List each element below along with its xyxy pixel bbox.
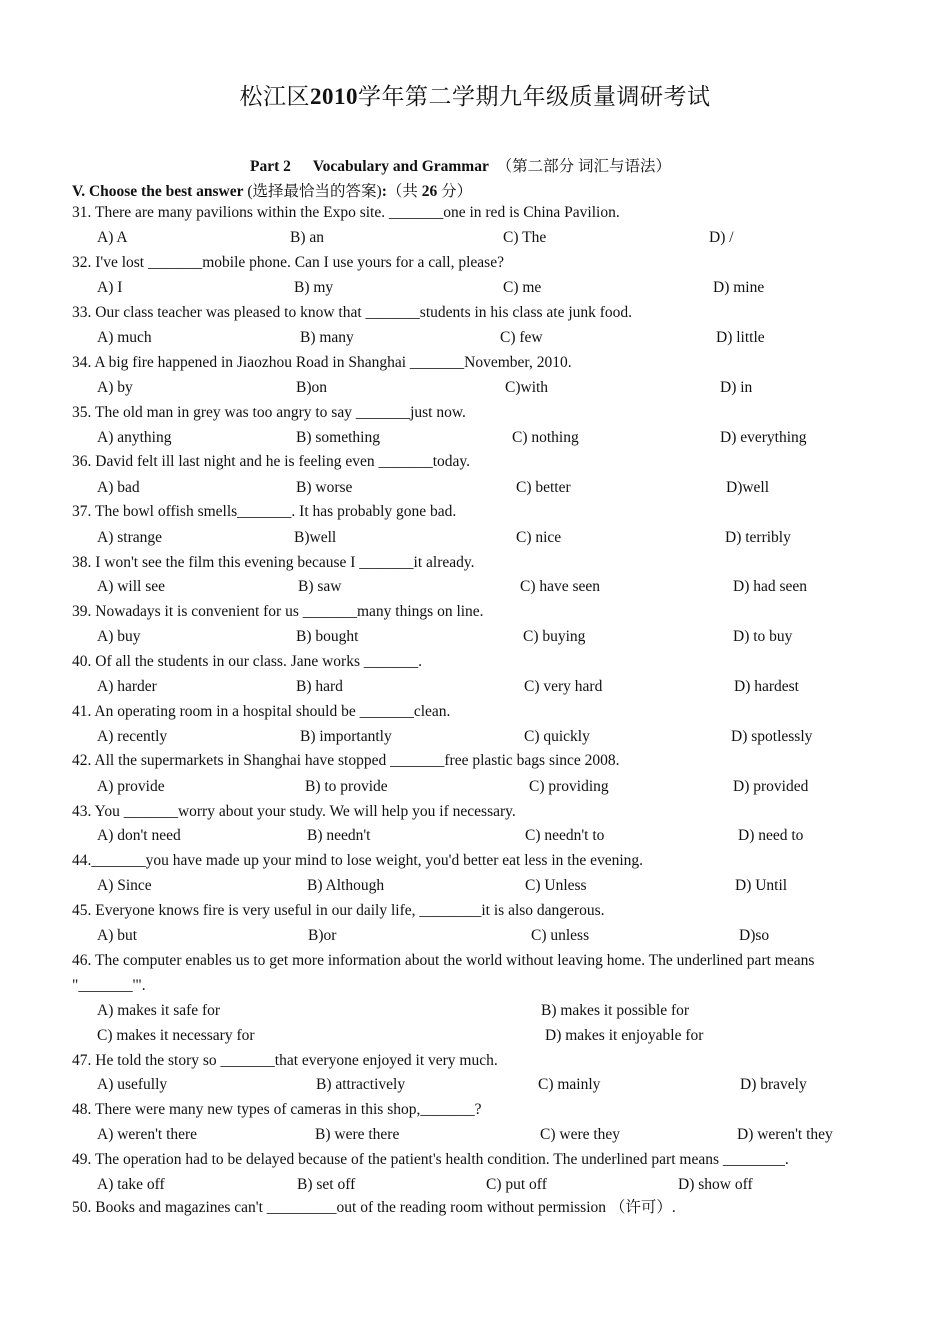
option-c: C) put off (486, 1176, 547, 1193)
options-row (0, 1026, 950, 1046)
option-a: A) A (97, 229, 128, 246)
question-text: 41. An operating room in a hospital should be _______clean. (72, 703, 451, 720)
options-row (0, 428, 950, 448)
option-c: C) better (516, 479, 571, 496)
option-b: B) needn't (307, 827, 371, 844)
options-row (0, 1125, 950, 1145)
options-row (0, 328, 950, 348)
option-a: A) bad (97, 479, 140, 496)
option-a: A) take off (97, 1176, 165, 1193)
question-text: 47. He told the story so _______that everyone enjoyed it very much. (72, 1052, 498, 1069)
option-d: D) provided (733, 778, 809, 795)
option-d: D) hardest (734, 678, 799, 695)
part-label: Part 2 (250, 158, 291, 175)
question-text: 42. All the supermarkets in Shanghai have stopped _______free plastic bags since 2008. (72, 752, 620, 769)
question-text: 43. You _______worry about your study. We will help you if necessary. (72, 803, 516, 820)
section-colon: : (381, 183, 387, 200)
option-a: A) but (97, 927, 138, 944)
options-row (0, 876, 950, 896)
option-c: C) nice (516, 529, 562, 546)
option-b: B) to provide (305, 778, 388, 795)
option-d: D) to buy (733, 628, 793, 645)
option-c: C) have seen (520, 578, 601, 595)
option-d: D) mine (713, 279, 765, 296)
section-points-pre: （共 (386, 183, 422, 200)
options-row (0, 278, 950, 298)
exam-title (0, 78, 950, 111)
option-a: A) harder (97, 678, 157, 695)
option-c: C)with (505, 379, 549, 396)
option-a: A) makes it safe for (97, 1002, 221, 1019)
option-a: A) strange (97, 529, 162, 546)
option-b: B)on (296, 379, 327, 396)
option-c: C) makes it necessary for (97, 1027, 255, 1044)
question-text: 45. Everyone knows fire is very useful in our daily life, ________it is also dangerous. (72, 902, 605, 919)
option-d: D)so (739, 927, 770, 944)
option-c: C) were they (540, 1126, 621, 1143)
question-text: 37. The bowl offish smells_______. It has probably gone bad. (72, 503, 457, 520)
question-text: 44._______you have made up your mind to lose weight, you'd better eat less in the evening. (72, 852, 644, 869)
question-text: 32. I've lost _______mobile phone. Can I use yours for a call, please? (72, 254, 504, 271)
option-d: D) makes it enjoyable for (545, 1027, 704, 1044)
question-text: 34. A big fire happened in Jiaozhou Road in Shanghai _______November, 2010. (72, 354, 572, 371)
title-suffix: 学年第二学期九年级质量调研考试 (358, 84, 711, 109)
option-b: B) were there (315, 1126, 400, 1143)
question-text: 39. Nowadays it is convenient for us _______many things on line. (72, 603, 484, 620)
options-row (0, 826, 950, 846)
question-text: 31. There are many pavilions within the Expo site. _______one in red is China Pavilion. (72, 204, 620, 221)
option-a: A) much (97, 329, 152, 346)
option-d: D) spotlessly (731, 728, 813, 745)
option-b: B) attractively (316, 1076, 406, 1093)
options-row (0, 677, 950, 697)
option-d: D)well (726, 479, 770, 496)
option-d: D) Until (735, 877, 788, 894)
option-c: C) Unless (525, 877, 587, 894)
option-a: A) provide (97, 778, 165, 795)
option-d: D) need to (738, 827, 804, 844)
options-row (0, 926, 950, 946)
option-d: D) terribly (725, 529, 791, 546)
option-c: C) buying (523, 628, 586, 645)
option-a: A) buy (97, 628, 141, 645)
option-a: A) anything (97, 429, 172, 446)
option-d: D) everything (720, 429, 807, 446)
section-title: V. Choose the best answer (72, 183, 244, 200)
question-text: 33. Our class teacher was pleased to know that _______students in his class ate junk food. (72, 304, 633, 321)
part-cn: （第二部分 词汇与语法） (496, 158, 671, 175)
option-a: A) will see (97, 578, 166, 595)
options-row (0, 727, 950, 747)
option-d: D) little (716, 329, 765, 346)
option-d: D) had seen (733, 578, 808, 595)
option-c: C) quickly (524, 728, 590, 745)
option-d: D) / (709, 229, 734, 246)
title-year: 2010 (310, 84, 358, 109)
question-text: 49. The operation had to be delayed because of the patient's health condition. The underlined part means ________. (72, 1151, 789, 1168)
option-c: C) unless (531, 927, 590, 944)
option-a: A) by (97, 379, 133, 396)
options-row (0, 1175, 950, 1195)
option-b: B)well (294, 529, 337, 546)
question-text: 50. Books and magazines can't _________out of the reading room without permission （许可）. (72, 1199, 676, 1216)
options-row (0, 478, 950, 498)
question-text: 35. The old man in grey was too angry to say _______just now. (72, 404, 466, 421)
option-d: D) bravely (740, 1076, 807, 1093)
option-c: C) The (503, 229, 547, 246)
option-b: B) something (296, 429, 380, 446)
question-text-continued: "_______'". (72, 977, 146, 994)
option-b: B) bought (296, 628, 359, 645)
option-c: C) very hard (524, 678, 603, 695)
option-b: B) my (294, 279, 334, 296)
option-a: A) Since (97, 877, 152, 894)
option-b: B) set off (297, 1176, 356, 1193)
option-c: C) providing (529, 778, 609, 795)
option-a: A) don't need (97, 827, 181, 844)
option-b: B) makes it possible for (541, 1002, 690, 1019)
option-b: B) hard (296, 678, 343, 695)
question-text: 38. I won't see the film this evening because I _______it already. (72, 554, 475, 571)
option-b: B) importantly (300, 728, 392, 745)
section-points: 26 (421, 183, 438, 200)
title-prefix: 松江区 (239, 84, 310, 109)
option-d: D) in (720, 379, 753, 396)
options-row (0, 627, 950, 647)
question-text: 40. Of all the students in our class. Jane works _______. (72, 653, 422, 670)
question-text: 48. There were many new types of cameras in this shop,_______? (72, 1101, 482, 1118)
option-b: B) worse (296, 479, 353, 496)
section-heading (72, 179, 472, 201)
options-row (0, 577, 950, 597)
options-row (0, 777, 950, 797)
option-a: A) I (97, 279, 123, 296)
option-d: D) show off (678, 1176, 753, 1193)
question-text: 46. The computer enables us to get more information about the world without leaving home. The underlined part means (72, 952, 815, 969)
options-row (0, 378, 950, 398)
option-b: B) saw (298, 578, 342, 595)
question-text: 36. David felt ill last night and he is feeling even _______today. (72, 453, 471, 470)
option-a: A) usefully (97, 1076, 168, 1093)
section-cn: (选择最恰当的答案) (247, 183, 382, 200)
option-c: C) me (503, 279, 542, 296)
part-heading (250, 154, 671, 176)
option-b: B) an (290, 229, 325, 246)
option-a: A) recently (97, 728, 168, 745)
section-points-post: 分） (437, 183, 473, 200)
options-row (0, 528, 950, 548)
options-row (0, 1001, 950, 1021)
option-c: C) nothing (512, 429, 579, 446)
options-row (0, 1075, 950, 1095)
option-a: A) weren't there (97, 1126, 198, 1143)
option-c: C) mainly (538, 1076, 601, 1093)
option-c: C) few (500, 329, 543, 346)
part-name: Vocabulary and Grammar (312, 158, 489, 175)
option-d: D) weren't they (737, 1126, 833, 1143)
options-row (0, 228, 950, 248)
option-b: B)or (308, 927, 337, 944)
option-b: B) Although (307, 877, 385, 894)
option-b: B) many (300, 329, 354, 346)
option-c: C) needn't to (525, 827, 605, 844)
